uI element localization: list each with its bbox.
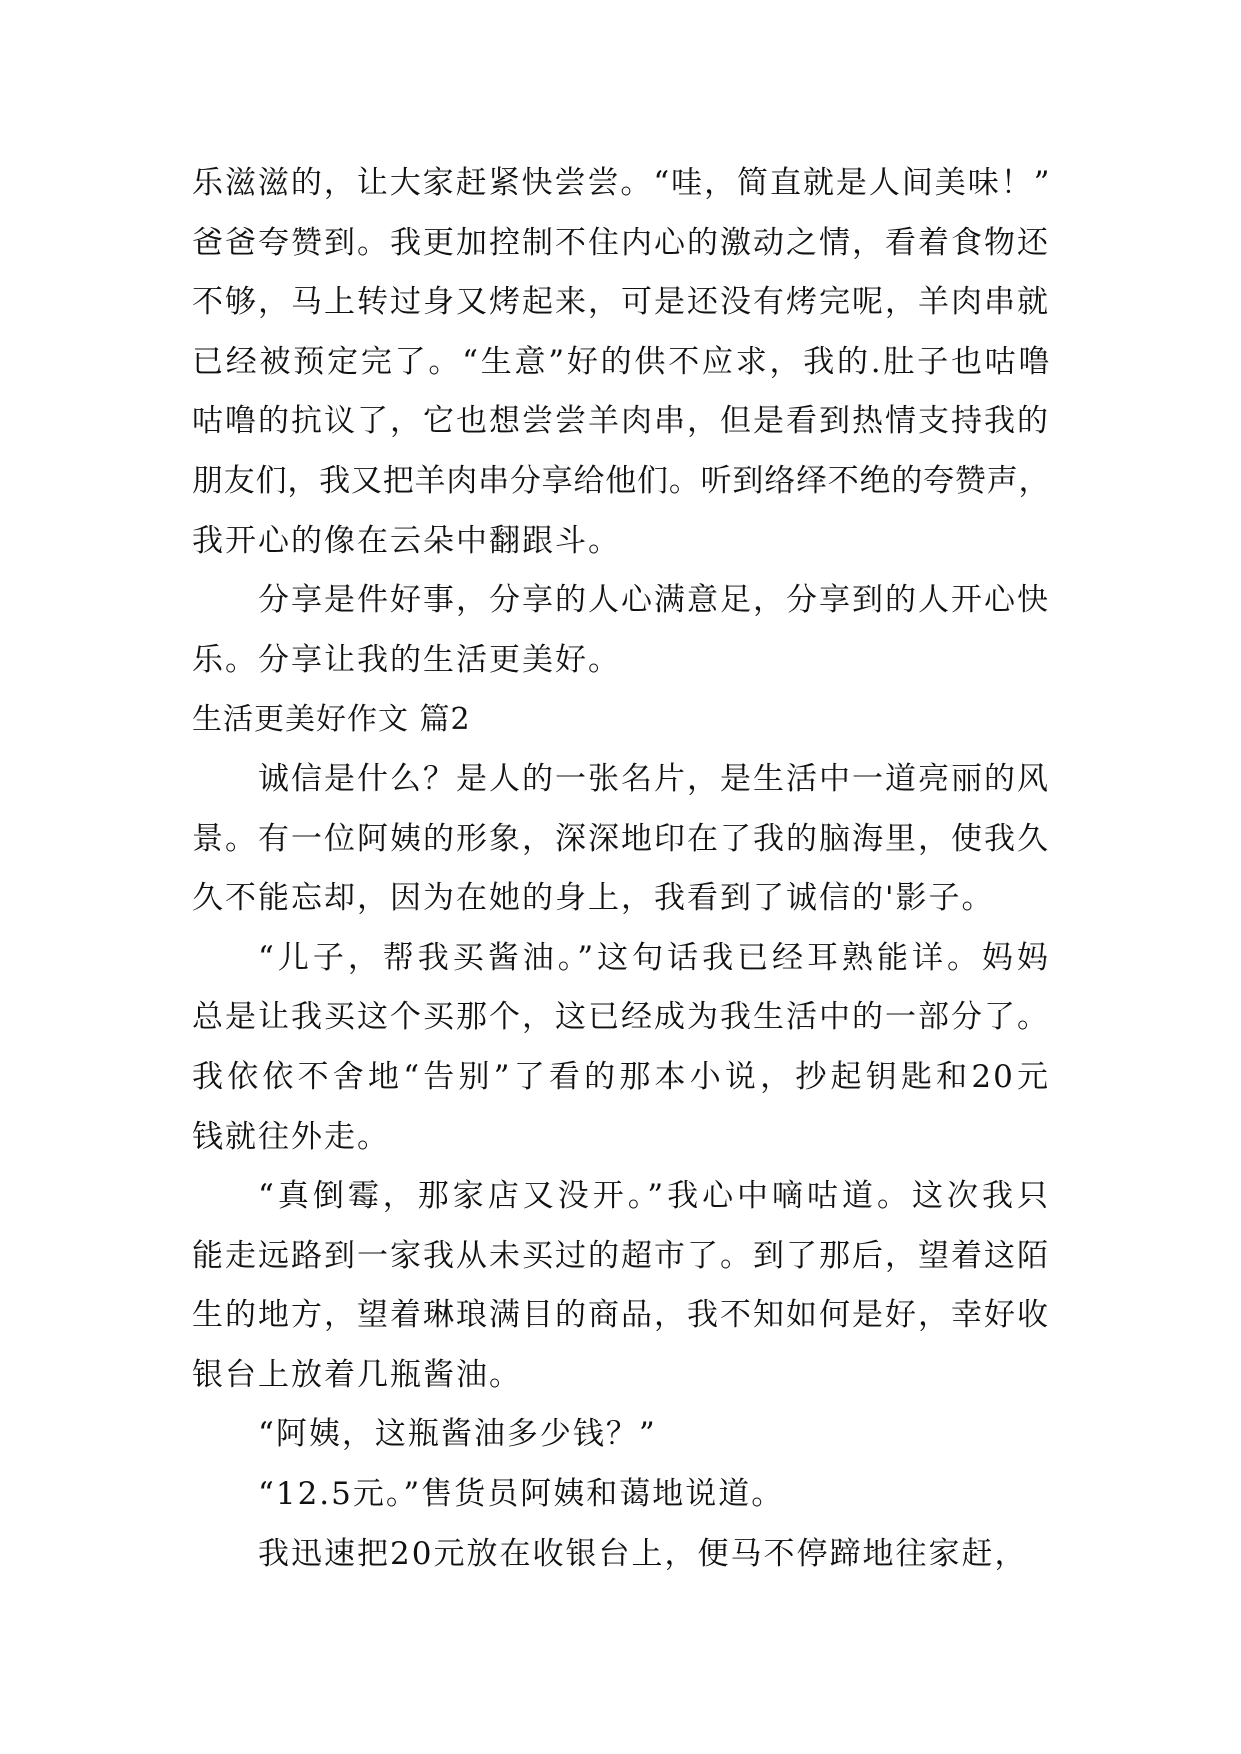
- paragraph: [192, 929, 1050, 1167]
- text-line: 能走远路到一家我从未买过的超市了。到了那后，望着这陌: [192, 1237, 1050, 1274]
- text-line: 总是让我买这个买那个，这已经成为我生活中的一部分了。: [192, 999, 1050, 1036]
- paragraph: [192, 1167, 1050, 1405]
- text-line: 我迅速把20元放在收银台上，便马不停蹄地往家赶，: [258, 1535, 1028, 1572]
- text-line: 乐。分享让我的生活更美好。: [192, 641, 621, 678]
- text-line: 乐滋滋的，让大家赶紧快尝尝。“哇，简直就是人间美味！”: [192, 165, 1050, 201]
- paragraph-dialogue: [192, 1465, 1050, 1525]
- text-line: 我开心的像在云朵中翻跟斗。: [192, 522, 621, 559]
- paragraph-continued: [192, 154, 1050, 571]
- text-line: 景。有一位阿姨的形象，深深地印在了我的脑海里，使我久: [192, 820, 1050, 857]
- text-line: 久不能忘却，因为在她的身上，我看到了诚信的'影子。: [192, 880, 995, 917]
- text-line: 朋友们，我又把羊肉串分享给他们。听到络绎不绝的夸赞声，: [192, 462, 1050, 499]
- text-line: 银台上放着几瓶酱油。: [192, 1356, 522, 1393]
- text-line: 咕噜的抗议了，它也想尝尝羊肉串，但是看到热情支持我的: [192, 403, 1050, 440]
- text-line: 生的地方，望着琳琅满目的商品，我不知如何是好，幸好收: [192, 1297, 1050, 1334]
- text-line: 已经被预定完了。“生意”好的供不应求，我的.肚子也咕噜: [192, 343, 1050, 380]
- text-line: 不够，马上转过身又烤起来，可是还没有烤完呢，羊肉串就: [192, 284, 1050, 321]
- text-line: 我依依不舍地“告别”了看的那本小说，抄起钥匙和20元: [192, 1058, 1050, 1095]
- text-line: 爸爸夸赞到。我更加控制不住内心的激动之情，看着食物还: [192, 224, 1050, 261]
- text-line: “阿姨，这瓶酱油多少钱？”: [258, 1416, 657, 1453]
- text-line: 分享是件好事，分享的人心满意足，分享到的人开心快: [258, 582, 1050, 619]
- paragraph: [192, 571, 1050, 690]
- section-heading: [192, 690, 1050, 750]
- text-line: “12.5元。”售货员阿姨和蔼地说道。: [258, 1476, 785, 1513]
- paragraph: [192, 750, 1050, 929]
- heading-text: 生活更美好作文 篇2: [192, 702, 471, 738]
- text-line: 诚信是什么？是人的一张名片，是生活中一道亮丽的风: [258, 760, 1050, 797]
- paragraph-dialogue: [192, 1405, 1050, 1465]
- body-text: [192, 154, 1050, 1584]
- text-line: “儿子，帮我买酱油。”这句话我已经耳熟能详。妈妈: [258, 939, 1050, 976]
- paragraph: [192, 1525, 1050, 1585]
- text-line: “真倒霉，那家店又没开。”我心中嘀咕道。这次我只: [258, 1178, 1050, 1215]
- text-line: 钱就往外走。: [192, 1118, 390, 1155]
